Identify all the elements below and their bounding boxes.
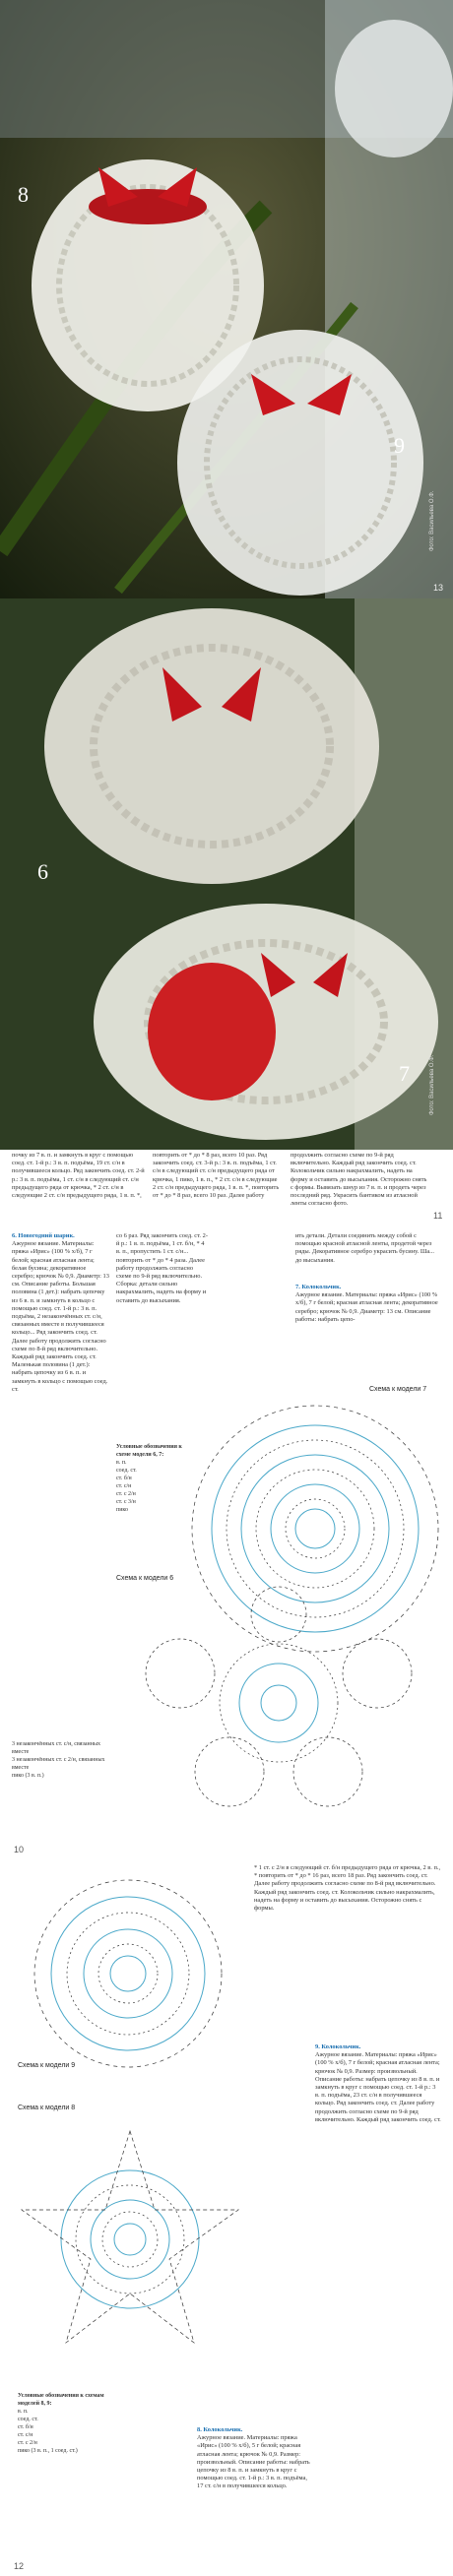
instruction-page-8-9 [0,1860,453,2576]
section-7-title: 7. Колокольчик. [295,1284,342,1290]
section-6-text-cont: со 6 раз. Ряд закончить соед. ст. 2-й р.: 1 в. п. подъёма, 1 ст. б/н, * 4 в. п., пропустить 1 ст. с/н... повторить от * до * 4 раза. Далее работу продолжить согласно схеме по 9-й ряд включительно. Сборка: детали сильно накрахмалить, надеть на форму и оставить до высыхания. [116,1232,208,1304]
section-8-text-block [197,2426,310,2564]
legend-item: пико (3 в. п., 1 соед. ст.) [18,2448,78,2454]
legend-item: в. п. [18,2409,29,2415]
page-number: 10 [14,1845,25,1854]
instruction-column-2: повторить от * до * 8 раз, всего 10 раз. Ряд закончить соед. ст. 3-й р.: 3 в. п. подъёма, 1 ст. с/н в следующий ст. с/н предыдущего ряда от крючка, 1 пико, 1 в. п., * 2 ст. с/н в следующие 2 ст. с/н предыдущего ряда, 1 в. п. *, повторить от * до * 8 раз, всего 10 раз. Далее работу [153,1152,280,1200]
legend-item: ст. б/н [116,1476,132,1481]
section-7-text: Ажурное вязание. Материалы: пряжа «Ирис» (100 % х/б), 7 г белой; красная атласная лента; декоративное серебро; крючок № 0,9. Диаметр: 13 см. Описание работы: набрать цепо- [295,1291,438,1323]
section-7-text-block [295,1284,438,1382]
legend-item: ст. с 2/н [116,1491,136,1497]
crochet-scheme-6 [116,1585,441,1821]
page-number: 12 [14,2561,25,2571]
section-9-text: Ажурное вязание. Материалы: пряжа «Ирис» (100 % х/б), 7 г белой; красная атласная лента; крючок № 0,9. Размер: произвольный. Описание работы: набрать цепочку из 8 в. п. и замкнуть в круг с помощью соед. ст. 1-й р.: 3 в. п. подъёма, 23 ст. с/н в получившееся кольцо. Ряд закончить соед. ст. Далее работу продолжить согласно схеме по 9-й ряд включительно. Каждый ряд закончить соед. ст. [315,2051,441,2123]
legend-item: 3 незакончённых ст. с/н, связанных вместе [12,1741,100,1755]
photo-page-ornaments-6-7 [0,598,453,1228]
scheme-6-label: Схема к модели 6 [116,1575,174,1582]
section-9-text-block [315,2043,441,2437]
legend-item: ст. с 2/н [18,2440,37,2446]
legend-item: соед. ст. [18,2417,38,2422]
legend-item: ст. б/н [18,2424,33,2430]
page-number: 13 [433,583,444,593]
photo-credit: Фото: Васильева О.Ф. [429,1054,435,1115]
section-8-title: 8. Колокольчик. [197,2426,243,2433]
instruction-column-3: продолжить согласно схеме по 9-й ряд включительно. Каждый ряд закончить соед. ст. Колокольчик сильно накрахмалить, надеть на форму и оставить до высыхания. Осторожно снять с формы. Вывязать шнур из 7 в. п. и продеть через последний ряд. Украсить бантиком из атласной ленты согласно фото. [291,1152,427,1208]
legend-item: в. п. [116,1460,127,1466]
photo-page-ornaments-8-9 [0,0,453,598]
crochet-scheme-9 [5,1865,251,2077]
legend-item: ст. с/н [18,2432,33,2438]
instruction-column-1: почку из 7 в. п. и замкнуть в круг с помощью соед. ст. 1-й р.: 3 в. п. подъёма, 19 ст. с/н в получившееся кольцо. Ряд закончить соед. ст. 2-й р.: 3 в. п. подъёма, 1 ст. с/н в следующий ст. с/н предыдущего ряда от крючка, * 2 ст. с/н в следующие 2 ст. с/н предыдущего ряда, 1 в. п. *, [12,1152,145,1200]
page-number: 11 [433,1211,443,1221]
section-6-text-block [12,1232,110,1569]
legend-item: пико (3 в. п.) [12,1773,44,1779]
legend-item: ст. с/н [116,1483,132,1489]
ornament-number-8: 8 [18,182,29,207]
legend-extra-6 [12,1740,110,1780]
photo-credit: Фото: Васильева О.Ф. [429,490,435,551]
ornament-number-7: 7 [399,1061,410,1086]
scheme-8-label: Схема к модели 8 [18,2105,76,2111]
legend-8-9 [18,2392,106,2455]
section-8-text-end: * 1 ст. с 2/н в следующий ст. б/н предыдущего ряда от крючка, 2 в. п., * повторить от * до * 16 раз, всего 18 раз. Ряд закончить соед. ст. Далее работу продолжить согласно схеме по 8-й ряд включительно. Каждый ряд закончить соед. ст. Колокольчик сильно накрахмалить, надеть на форму и оставить до высыхания. Осторожно снять с формы. [254,1864,441,1913]
instruction-page-6-7 [0,1228,453,1860]
crochet-scheme-8 [12,2116,248,2362]
photo-ornaments-6-7 [0,598,453,1150]
ornament-number-9: 9 [394,433,405,458]
legend-6-7 [116,1443,185,1514]
legend-title: Условные обозначения к схемам моделей 8, 9: [18,2393,104,2407]
section-8-text: Ажурное вязание. Материалы: пряжа «Ирис» (100 % х/б), 5 г белой; красная атласная лента; крючок № 0,9. Размер: произвольный. Описание работы: набрать цепочку из 8 в. п. и замкнуть в круг с помощью соед. ст. 1-й р.: 3 в. п. подъёма, 17 ст. с/н в получившееся кольцо. [197,2434,310,2490]
section-9-title: 9. Колокольчик. [315,2043,361,2050]
legend-item: пико [116,1507,129,1513]
legend-item: 3 незакончённых ст. с 2/н, связанных вместе [12,1757,105,1771]
legend-item: ст. с 3/н [116,1499,136,1505]
scheme-7-label: Схема к модели 7 [369,1386,427,1393]
section-6-text-end: ить детали. Детали соединить между собой с помощью красной атласной ленты, продетой через ряды. Декоративное серебро украсить бусину. Ша... до высыхания. [295,1232,434,1264]
scheme-9-label: Схема к модели 9 [18,2062,76,2069]
legend-title: Условные обозначения к схеме модели 6, 7: [116,1444,182,1458]
photo-ornaments-8-9 [0,0,453,598]
section-6-title: 6. Новогодний шарик. [12,1232,75,1239]
section-6-text: Ажурное вязание. Материалы: пряжа «Ирис» (100 % х/б), 7 г белой; красная атласная лента; белая бусина; декоративное серебро; крючок № 0,9. Диаметр: 13 см. Описание работы. Большая половина (1 дет.): набрать цепочку из 6 в. п. и замкнуть в кольцо с помощью соед. ст. 1-й р.: 3 в. п. подъёма, 2 незакончённых ст. с/н, связанных вместе в получившееся кольцо... Ряд закончить соед. ст. Далее работу продолжить согласно схеме по 8-й ряд включительно. Каждый ряд закончить соед. ст. Маленькая половина (1 дет.): набрать цепочку из 6 в. п. и замкнуть в кольцо с помощью соед. ст. [12,1240,109,1393]
legend-item: соед. ст. [116,1468,137,1474]
ornament-number-6: 6 [37,859,48,884]
